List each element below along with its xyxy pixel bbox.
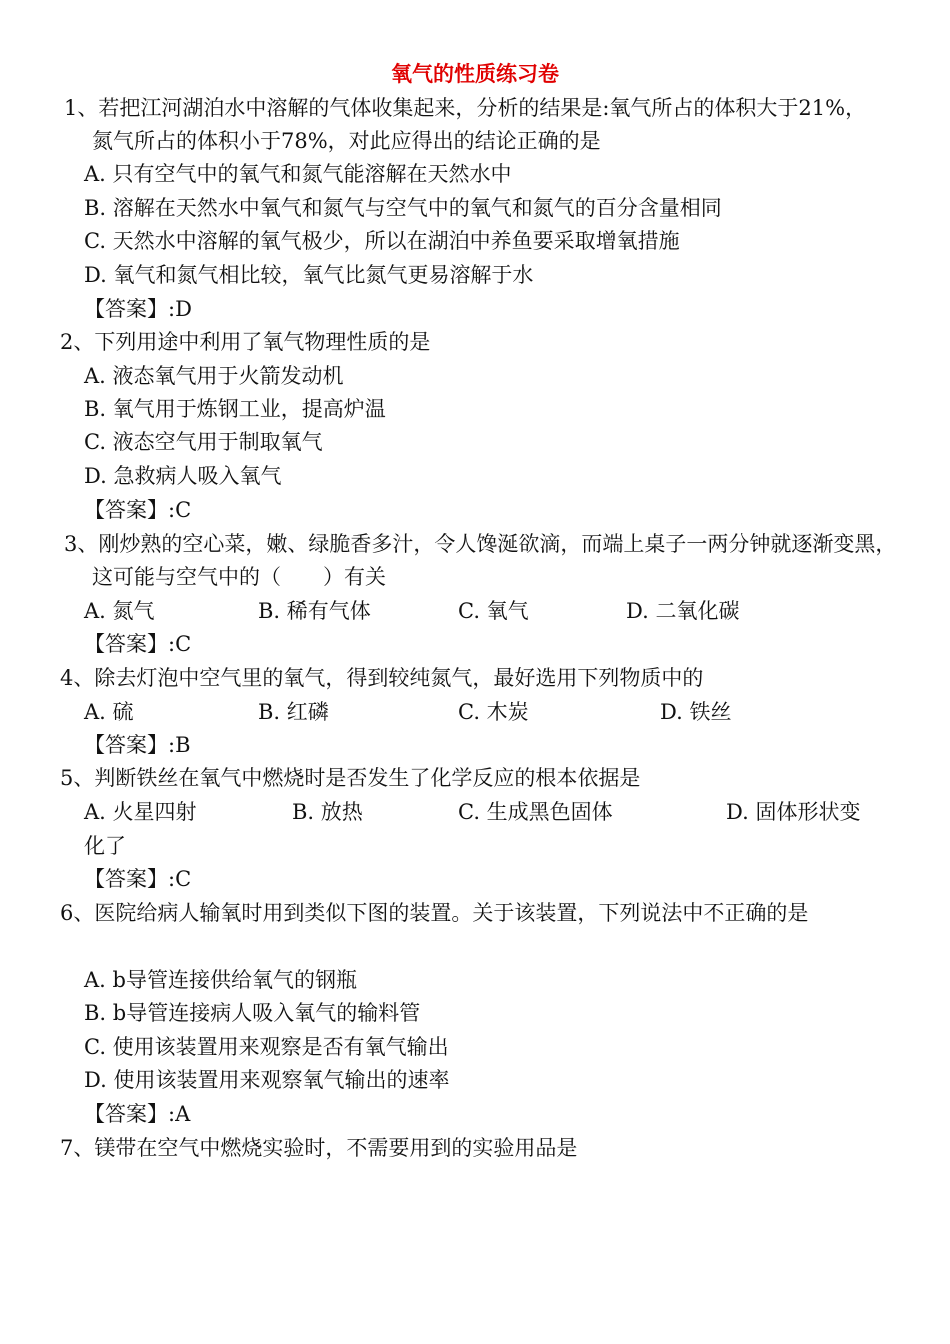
question-3-option-c: C. 氧气 <box>458 599 529 623</box>
question-2-stem: 2、下列用途中利用了氧气物理性质的是 <box>60 330 431 354</box>
question-1-option-a: A. 只有空气中的氧气和氮气能溶解在天然水中 <box>84 162 512 186</box>
question-4-answer: 【答案】:B <box>84 733 191 757</box>
question-2-option-b: B. 氧气用于炼钢工业，提高炉温 <box>84 397 386 421</box>
question-1-option-c: C. 天然水中溶解的氧气极少，所以在湖泊中养鱼要采取增氧措施 <box>84 229 680 253</box>
question-5-option-d-wrap: 化了 <box>84 834 126 858</box>
question-2-option-a: A. 液态氧气用于火箭发动机 <box>84 364 344 388</box>
question-4-option-b: B. 红磷 <box>258 700 329 724</box>
question-5-answer: 【答案】:C <box>84 867 192 891</box>
question-7-stem: 7、镁带在空气中燃烧实验时，不需要用到的实验用品是 <box>60 1136 578 1160</box>
page-title: 氧气的性质练习卷 <box>391 62 559 86</box>
question-1-stem: 1、若把江河湖泊水中溶解的气体收集起来，分析的结果是:氧气所占的体积大于21%， <box>64 96 867 120</box>
question-4-option-a: A. 硫 <box>84 700 134 724</box>
question-1-answer: 【答案】:D <box>84 297 192 321</box>
question-3-stem-continued: 这可能与空气中的（ ）有关 <box>92 565 386 589</box>
question-5-option-b: B. 放热 <box>292 800 363 824</box>
question-3-option-a: A. 氮气 <box>84 599 155 623</box>
question-6-answer: 【答案】:A <box>84 1102 191 1126</box>
question-5-stem: 5、判断铁丝在氧气中燃烧时是否发生了化学反应的根本依据是 <box>60 766 641 790</box>
question-3-option-b: B. 稀有气体 <box>258 599 371 623</box>
question-4-stem: 4、除去灯泡中空气里的氧气，得到较纯氮气，最好选用下列物质中的 <box>60 666 704 690</box>
question-6-stem: 6、医院给病人输氧时用到类似下图的装置。关于该装置，下列说法中不正确的是 <box>60 901 809 925</box>
question-4-option-d: D. 铁丝 <box>660 700 732 724</box>
question-6-option-a: A. b导管连接供给氧气的钢瓶 <box>84 968 357 992</box>
question-2-option-c: C. 液态空气用于制取氧气 <box>84 430 323 454</box>
question-5-option-d: D. 固体形状变 <box>726 800 861 824</box>
question-6-option-c: C. 使用该装置用来观察是否有氧气输出 <box>84 1035 449 1059</box>
question-3-answer: 【答案】:C <box>84 632 192 656</box>
question-6-option-b: B. b导管连接病人吸入氧气的输料管 <box>84 1001 421 1025</box>
question-3-stem: 3、刚炒熟的空心菜，嫩、绿脆香多汁，令人馋涎欲滴，而端上桌子一两分钟就逐渐变黑， <box>64 532 897 556</box>
question-5-option-c: C. 生成黑色固体 <box>458 800 613 824</box>
question-2-answer: 【答案】:C <box>84 498 192 522</box>
question-1-stem-continued: 氮气所占的体积小于78%，对此应得出的结论正确的是 <box>92 129 601 153</box>
question-5-option-a: A. 火星四射 <box>84 800 197 824</box>
question-1-option-b: B. 溶解在天然水中氧气和氮气与空气中的氧气和氮气的百分含量相同 <box>84 196 722 220</box>
question-1-option-d: D. 氧气和氮气相比较，氧气比氮气更易溶解于水 <box>84 263 534 287</box>
question-6-option-d: D. 使用该装置用来观察氧气输出的速率 <box>84 1068 450 1092</box>
question-3-option-d: D. 二氧化碳 <box>626 599 740 623</box>
question-4-option-c: C. 木炭 <box>458 700 529 724</box>
question-2-option-d: D. 急救病人吸入氧气 <box>84 464 282 488</box>
